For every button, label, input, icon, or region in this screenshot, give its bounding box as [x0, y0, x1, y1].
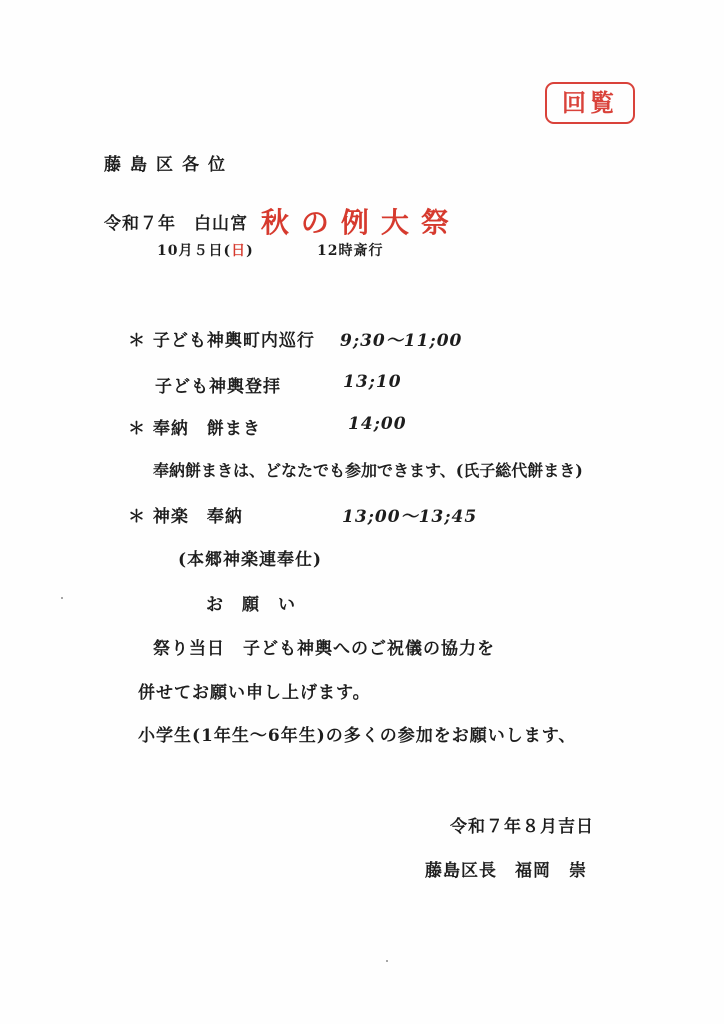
date-prefix: 10月５日( [157, 243, 232, 259]
mochi-note: 奉納餅まきは、どなたでも参加できます、(氏子総代餅まき) [153, 461, 583, 480]
request-line: 祭り当日 子ども神輿へのご祝儀の協力を [153, 639, 495, 659]
kagura-note: (本郷神楽連奉仕) [178, 550, 323, 570]
schedule-label: 奉納 餅まき [152, 419, 261, 439]
title-line [104, 198, 461, 238]
scan-speck [386, 960, 388, 962]
request-heading: お 願 い [206, 595, 296, 615]
title-main: 秋の例大祭 [260, 206, 461, 239]
schedule-label: 子ども神輿町内巡行 [152, 331, 315, 351]
request-line: 併せてお願い申し上げます。 [138, 683, 371, 703]
asterisk-mark: ＊ [128, 507, 146, 527]
ceremony-time: 12時斎行 [317, 243, 384, 259]
schedule-time: 9;30～11;00 [340, 331, 463, 351]
schedule-item [128, 414, 261, 439]
request-line: 小学生(1年生～6年生)の多くの参加をお願いします、 [138, 726, 577, 746]
asterisk-mark: ＊ [128, 419, 146, 439]
schedule-time: 13;00～13;45 [342, 507, 478, 527]
issued-date: 令和７年８月吉日 [450, 817, 594, 837]
title-prefix: 令和７年 白山宮 [104, 214, 248, 234]
kairan-stamp: 回覧 [545, 82, 635, 124]
scan-speck [61, 597, 63, 599]
date-suffix: ) [246, 243, 254, 259]
schedule-label: 神楽 奉納 [152, 507, 243, 527]
signature: 藤島区長 福岡 崇 [425, 861, 587, 881]
schedule-label: 子ども神輿登拝 [155, 377, 281, 397]
schedule-item [155, 372, 281, 397]
schedule-item [128, 326, 315, 351]
schedule-time: 13;10 [343, 372, 402, 392]
date-line [157, 240, 384, 260]
schedule-time: 14;00 [348, 414, 407, 434]
addressee: 藤島区各位 [104, 155, 234, 175]
asterisk-mark: ＊ [128, 331, 146, 351]
schedule-item-kagura [128, 502, 243, 527]
date-weekday: 日 [231, 243, 247, 259]
